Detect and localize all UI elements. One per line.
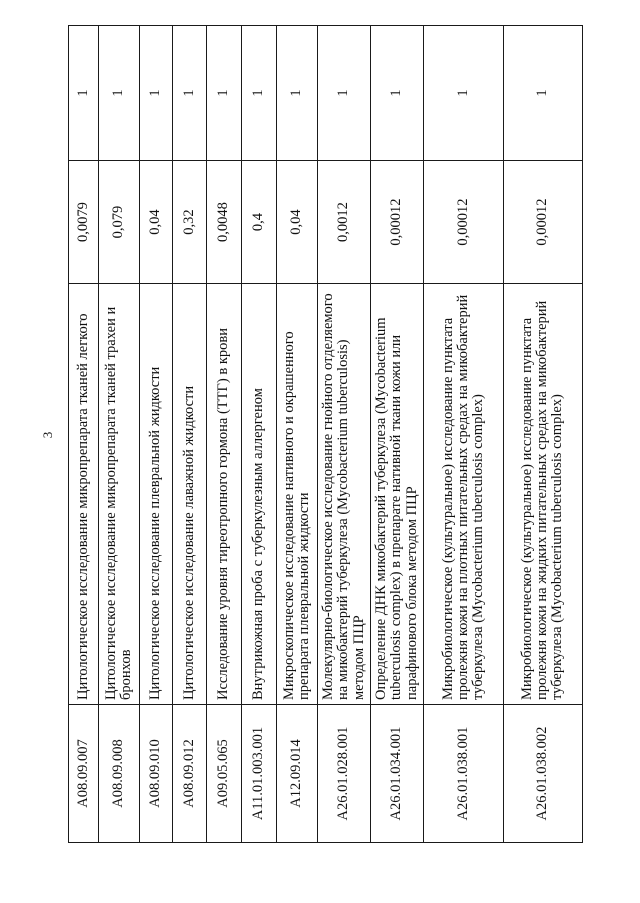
service-name-cell: Определение ДНК микобактерий туберкулеза (Mycobacterium tuberculosis complex) в препарате нативной ткани кожи или парафинового блока методом ПЦР (370, 284, 423, 705)
frequency-rate-cell: 0,00012 (424, 161, 503, 284)
frequency-rate-cell: 0,0012 (317, 161, 370, 284)
table-row (99, 26, 139, 843)
service-code-cell: A08.09.012 (173, 705, 207, 843)
service-name-cell: Цитологическое исследование лаважной жидкости (173, 284, 207, 705)
frequency-rate-cell: 0,04 (276, 161, 317, 284)
service-name-cell: Исследование уровня тиреотропного гормона (ТТГ) в крови (207, 284, 242, 705)
service-code-cell: A11.01.003.001 (241, 705, 276, 843)
service-code-cell: A26.01.038.002 (503, 705, 582, 843)
service-code-cell: A09.05.065 (207, 705, 242, 843)
rotated-page-content (68, 26, 583, 843)
frequency-rate-cell: 0,0079 (69, 161, 99, 284)
multiplicity-cell: 1 (173, 26, 207, 161)
multiplicity-cell: 1 (99, 26, 139, 161)
service-code-cell: A08.09.010 (139, 705, 173, 843)
multiplicity-cell: 1 (241, 26, 276, 161)
table-row (424, 26, 503, 843)
page-number: 3 (40, 431, 55, 439)
service-name-cell: Микробиологическое (культуральное) исследование пунктата пролежня кожи на жидких питательных средах на микобактерий туберкулеза (Mycobacterium tuberculosis complex) (503, 284, 582, 705)
table-row (503, 26, 582, 843)
multiplicity-cell: 1 (317, 26, 370, 161)
service-code-cell: A26.01.034.001 (370, 705, 423, 843)
service-name-cell: Молекулярно-биологическое исследование гнойного отделяемого на микобактерий туберкулеза (Mycobacterium tuberculosis) методом ПЦР (317, 284, 370, 705)
service-code-cell: A08.09.007 (69, 705, 99, 843)
table-row (207, 26, 242, 843)
frequency-rate-cell: 0,4 (241, 161, 276, 284)
table-row (173, 26, 207, 843)
table-row (241, 26, 276, 843)
frequency-rate-cell: 0,32 (173, 161, 207, 284)
medical-services-table (68, 25, 583, 843)
table-row (317, 26, 370, 843)
multiplicity-cell: 1 (207, 26, 242, 161)
multiplicity-cell: 1 (139, 26, 173, 161)
table-row (139, 26, 173, 843)
multiplicity-cell: 1 (370, 26, 423, 161)
multiplicity-cell: 1 (276, 26, 317, 161)
frequency-rate-cell: 0,079 (99, 161, 139, 284)
multiplicity-cell: 1 (503, 26, 582, 161)
frequency-rate-cell: 0,04 (139, 161, 173, 284)
table-row (370, 26, 423, 843)
multiplicity-cell: 1 (424, 26, 503, 161)
service-code-cell: A26.01.028.001 (317, 705, 370, 843)
service-name-cell: Микроскопическое исследование нативного и окрашенного препарата плевральной жидкости (276, 284, 317, 705)
service-code-cell: A26.01.038.001 (424, 705, 503, 843)
service-name-cell: Цитологическое исследование плевральной жидкости (139, 284, 173, 705)
service-name-cell: Цитологическое исследование микропрепарата тканей трахеи и бронхов (99, 284, 139, 705)
service-name-cell: Внутрикожная проба с туберкулезным аллергеном (241, 284, 276, 705)
service-name-cell: Цитологическое исследование микропрепарата тканей легкого (69, 284, 99, 705)
service-code-cell: A12.09.014 (276, 705, 317, 843)
table-row (276, 26, 317, 843)
frequency-rate-cell: 0,00012 (503, 161, 582, 284)
table-row (69, 26, 99, 843)
multiplicity-cell: 1 (69, 26, 99, 161)
table-body (69, 26, 583, 843)
service-code-cell: A08.09.008 (99, 705, 139, 843)
service-name-cell: Микробиологическое (культуральное) исследование пунктата пролежня кожи на плотных питательных средах на микобактерий туберкулеза (Mycobacterium tuberculosis complex) (424, 284, 503, 705)
frequency-rate-cell: 0,0048 (207, 161, 242, 284)
frequency-rate-cell: 0,00012 (370, 161, 423, 284)
